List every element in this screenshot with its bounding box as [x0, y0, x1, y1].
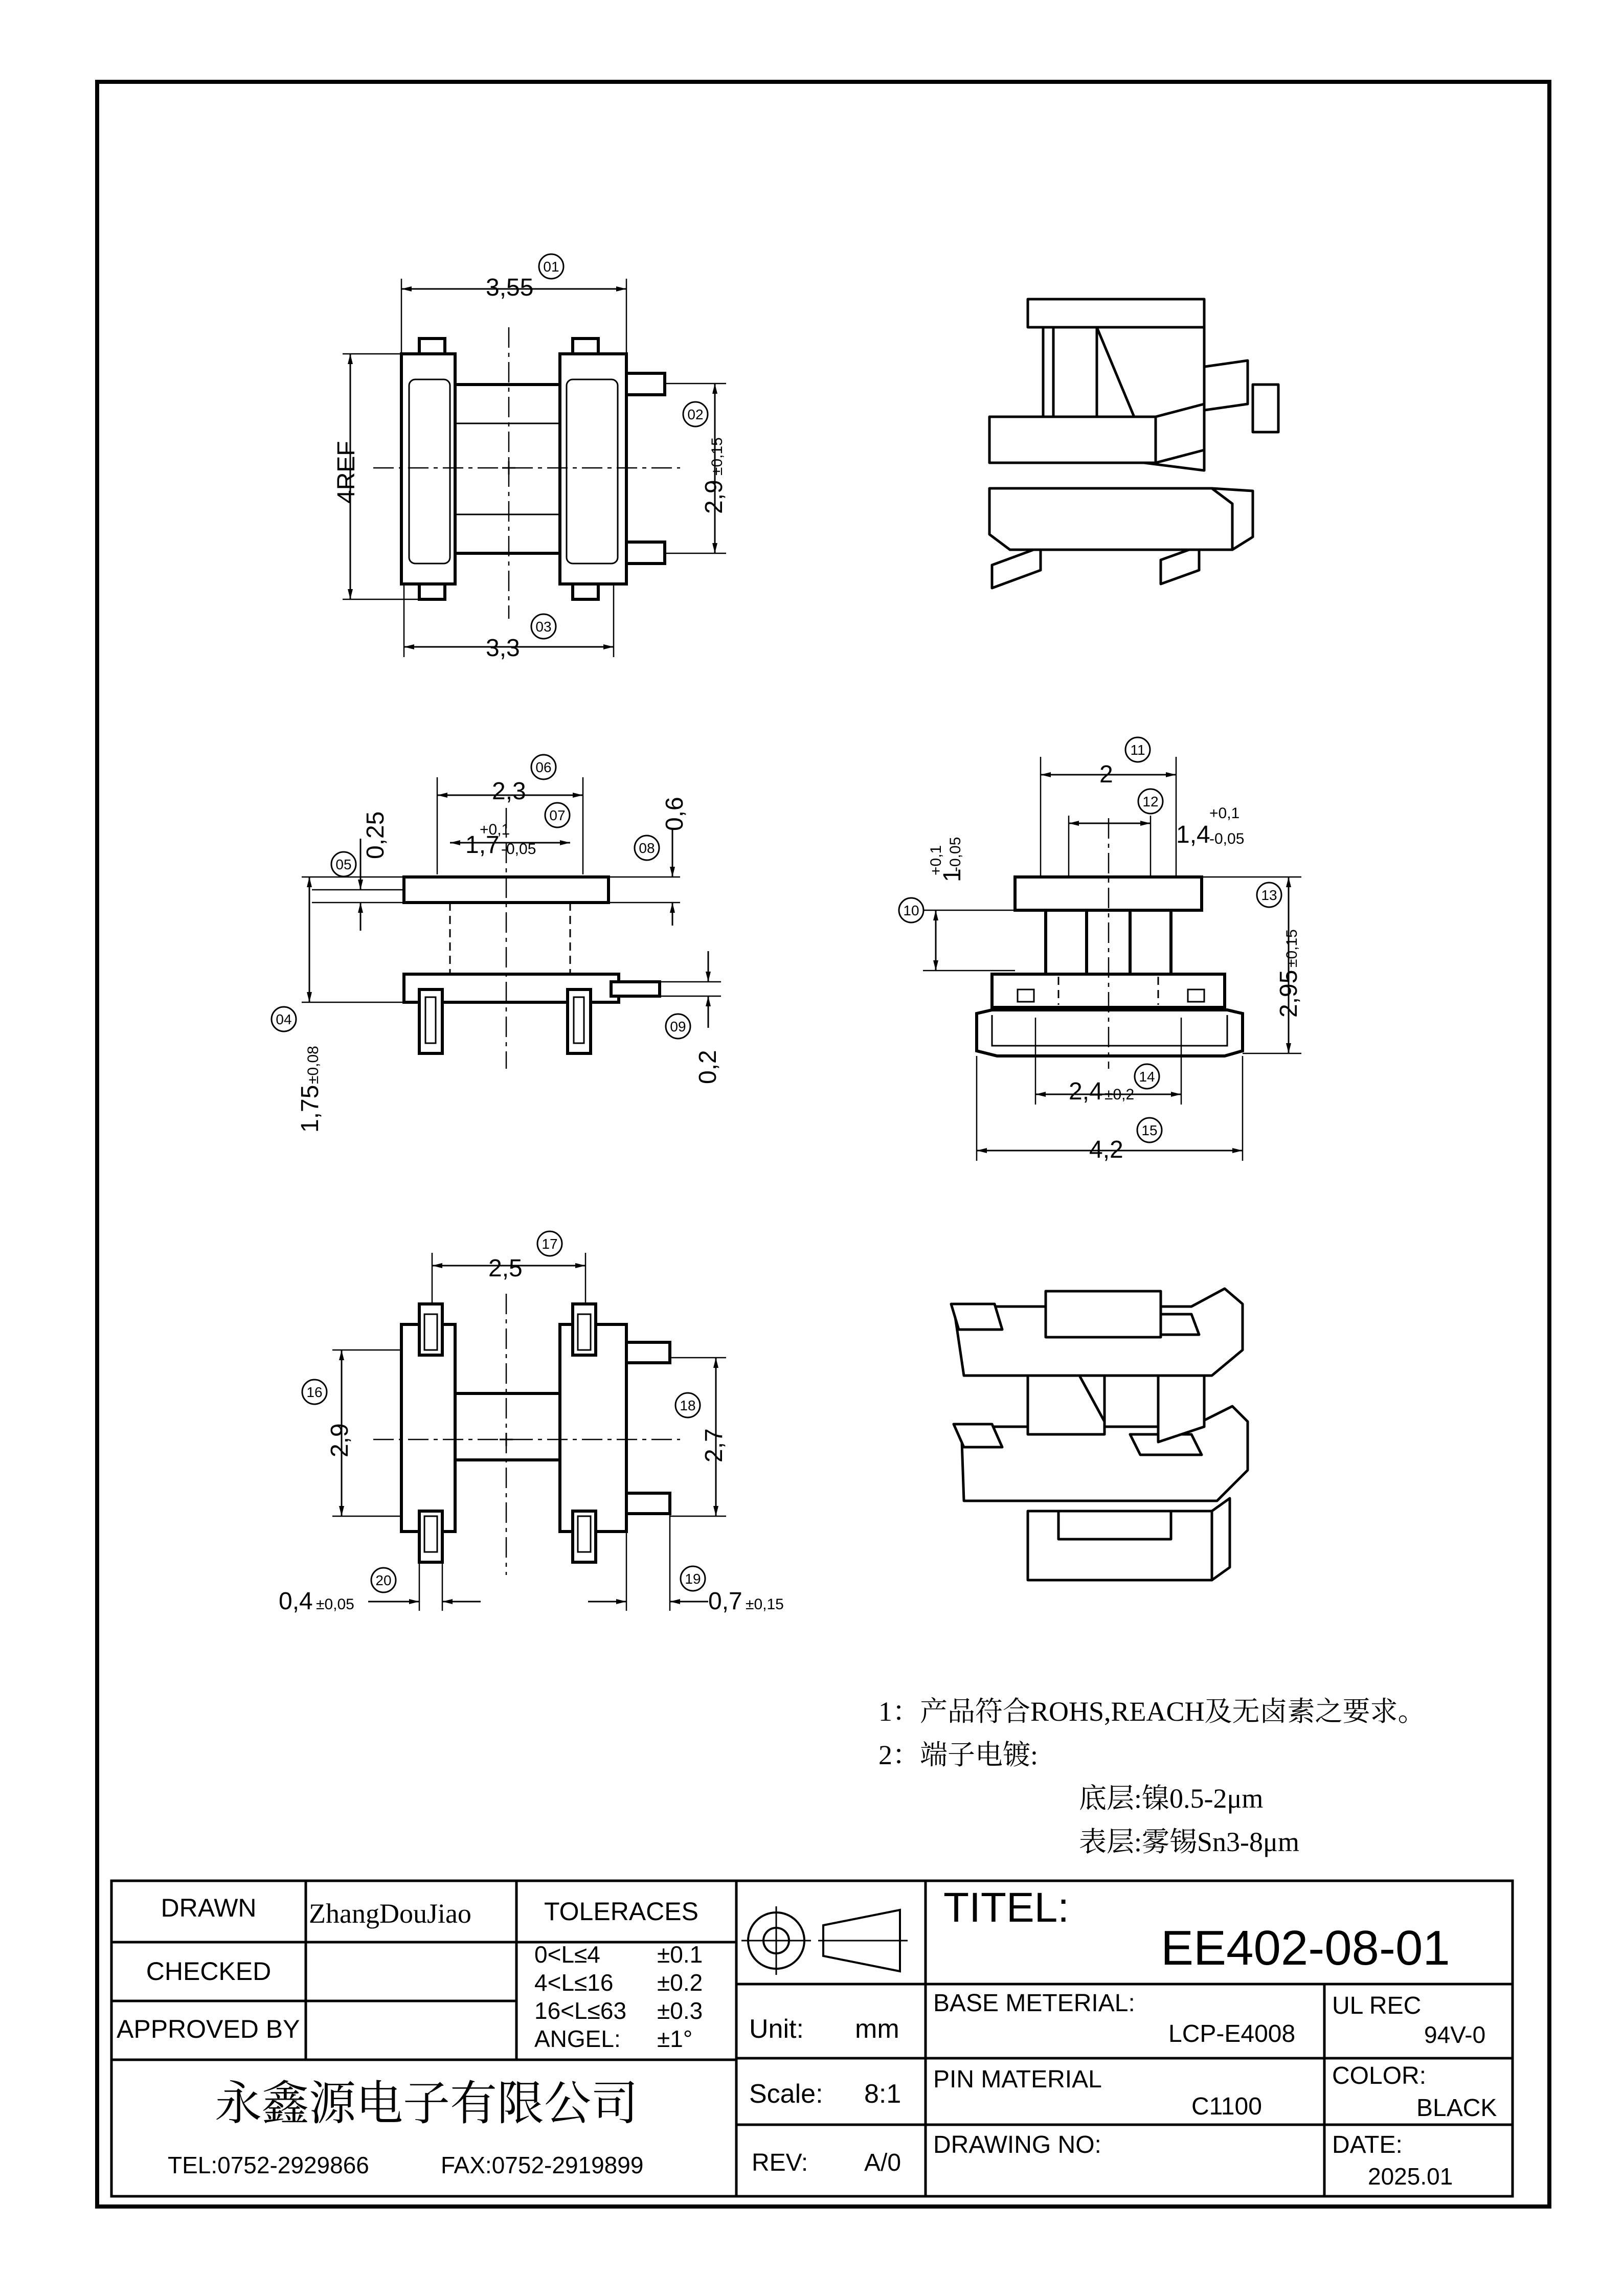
side-dim-height: 2,95 — [1275, 970, 1302, 1018]
scale-label: Scale: — [749, 2079, 823, 2109]
front-dim-pin: 0,2 — [694, 1050, 722, 1084]
side-view — [899, 737, 1302, 1163]
date-label: DATE: — [1332, 2131, 1403, 2158]
ul-label: UL REC — [1332, 1992, 1422, 2019]
tol-value-2: ±0.2 — [657, 1969, 703, 1996]
note-line-1: 1：产品符合ROHS,REACH及无卤素之要求。 — [878, 1696, 1426, 1727]
bottom-dim-height-left: 2,9 — [326, 1423, 353, 1457]
pin-material-label: PIN MATERIAL — [933, 2066, 1102, 2093]
side-callout-10: 10 — [903, 903, 919, 918]
notes — [878, 1696, 1426, 1857]
unit-value: mm — [855, 2014, 899, 2044]
ul-value: 94V-0 — [1424, 2021, 1486, 2048]
top-view — [333, 254, 728, 662]
tol-range-3: 16<L≤63 — [534, 1997, 627, 2024]
front-callout-06: 06 — [535, 759, 552, 775]
front-callout-09: 09 — [670, 1019, 686, 1034]
front-view — [272, 755, 722, 1133]
front-dim-flange-right: 0,6 — [661, 797, 688, 831]
drawn-value: ZhangDouJiao — [309, 1898, 471, 1929]
tol-range-4: ANGEL: — [534, 2025, 621, 2052]
company-name: 永鑫源电子有限公司 — [215, 2078, 639, 2130]
bottom-dim-pin-w-tol: ±0,05 — [316, 1596, 354, 1613]
side-dim-base-inner-tol: ±0,2 — [1104, 1086, 1135, 1103]
side-dim-inner-tol-lower: -0,05 — [1209, 830, 1245, 847]
tol-range-2: 4<L≤16 — [534, 1969, 614, 1996]
side-dim-base-inner: 2,4 — [1069, 1078, 1103, 1105]
color-value: BLACK — [1416, 2095, 1497, 2122]
bottom-callout-18: 18 — [680, 1398, 696, 1413]
bottom-dim-pin-len-tol: ±0,15 — [746, 1596, 784, 1613]
company-fax: FAX:0752-2919899 — [441, 2152, 644, 2178]
isometric-view-top — [989, 299, 1278, 588]
top-dim-width-top: 3,55 — [486, 274, 534, 301]
tol-value-3: ±0.3 — [657, 1997, 703, 2024]
bottom-callout-16: 16 — [306, 1384, 323, 1400]
side-dim-inner-tol-upper: +0,1 — [1209, 805, 1240, 822]
note-line-2: 2：端子电镀: — [878, 1740, 1039, 1770]
side-dim-flange: 1 — [939, 868, 966, 882]
rev-value: A/0 — [864, 2149, 901, 2176]
front-dim-inner: 1,7 — [465, 831, 500, 859]
top-callout-03: 03 — [535, 619, 552, 635]
bottom-dim-span: 2,5 — [488, 1255, 523, 1282]
projection-symbol-icon — [741, 1906, 908, 1975]
bottom-callout-19: 19 — [685, 1571, 701, 1587]
base-material-value: LCP-E4008 — [1168, 2020, 1296, 2047]
side-dim-flange-tol-lower: -0,05 — [947, 837, 964, 872]
front-callout-04: 04 — [276, 1011, 292, 1027]
front-callout-08: 08 — [639, 840, 655, 856]
front-dim-flange: 0,25 — [362, 811, 389, 859]
color-label: COLOR: — [1332, 2062, 1427, 2089]
side-dim-height-tol: ±0,15 — [1283, 929, 1300, 967]
approved-label: APPROVED BY — [117, 2015, 300, 2043]
tol-value-4: ±1° — [657, 2025, 693, 2052]
note-line-3: 底层:镍0.5-2μm — [1079, 1783, 1264, 1814]
tol-range-1: 0<L≤4 — [534, 1941, 600, 1968]
bottom-callout-20: 20 — [375, 1572, 392, 1588]
bottom-dim-pin-len: 0,7 — [708, 1588, 742, 1615]
base-material-label: BASE METERIAL: — [933, 1990, 1135, 2017]
pin-material-value: C1100 — [1191, 2093, 1262, 2120]
company-tel: TEL:0752-2929866 — [168, 2152, 369, 2178]
front-dim-height: 1,75 — [297, 1085, 324, 1133]
tol-value-1: ±0.1 — [657, 1941, 703, 1968]
front-callout-07: 07 — [549, 807, 566, 823]
title-label: TITEL: — [943, 1884, 1070, 1931]
bottom-callout-17: 17 — [542, 1236, 558, 1252]
side-callout-15: 15 — [1141, 1122, 1158, 1138]
top-dim-pitch-tol: ±0,15 — [709, 437, 726, 476]
front-dim-inner-tol-lower: -0,05 — [501, 841, 536, 858]
front-dim-inner-tol-upper: +0,1 — [480, 821, 510, 838]
unit-label: Unit: — [749, 2014, 804, 2044]
checked-label: CHECKED — [146, 1957, 272, 1986]
top-callout-02: 02 — [687, 407, 704, 422]
scale-value: 8:1 — [864, 2079, 901, 2109]
side-callout-12: 12 — [1142, 794, 1159, 809]
front-dim-span: 2,3 — [492, 778, 526, 805]
date-value: 2025.01 — [1368, 2163, 1453, 2190]
side-dim-flange-tol-upper: +0,1 — [928, 845, 944, 875]
side-callout-11: 11 — [1130, 742, 1145, 758]
drawing-no-label: DRAWING NO: — [933, 2131, 1101, 2158]
side-dim-base: 4,2 — [1089, 1136, 1123, 1163]
side-dim-top: 2 — [1099, 761, 1113, 788]
front-dim-height-tol: ±0,08 — [305, 1046, 322, 1084]
top-dim-height-left: 4REF — [333, 441, 360, 504]
side-dim-inner: 1,4 — [1176, 821, 1210, 848]
isometric-view-bottom — [951, 1289, 1248, 1580]
title-value: EE402-08-01 — [1161, 1921, 1450, 1975]
title-block — [111, 1881, 1513, 2196]
side-callout-14: 14 — [1139, 1069, 1155, 1085]
top-dim-width-bottom: 3,3 — [486, 635, 520, 662]
drawn-label: DRAWN — [161, 1894, 257, 1922]
top-dim-pitch-right: 2,9 — [701, 480, 728, 514]
rev-label: REV: — [752, 2149, 808, 2176]
top-callout-01: 01 — [543, 259, 559, 275]
tolerances-label: TOLERACES — [544, 1897, 698, 1926]
bottom-view — [279, 1231, 784, 1615]
bottom-dim-height-right: 2,7 — [701, 1428, 728, 1462]
front-callout-05: 05 — [335, 857, 352, 872]
side-callout-13: 13 — [1261, 887, 1277, 903]
note-line-4: 表层:雾锡Sn3-8μm — [1079, 1827, 1299, 1857]
sheet-border — [97, 82, 1549, 2207]
bottom-dim-pin-w: 0,4 — [279, 1588, 313, 1615]
